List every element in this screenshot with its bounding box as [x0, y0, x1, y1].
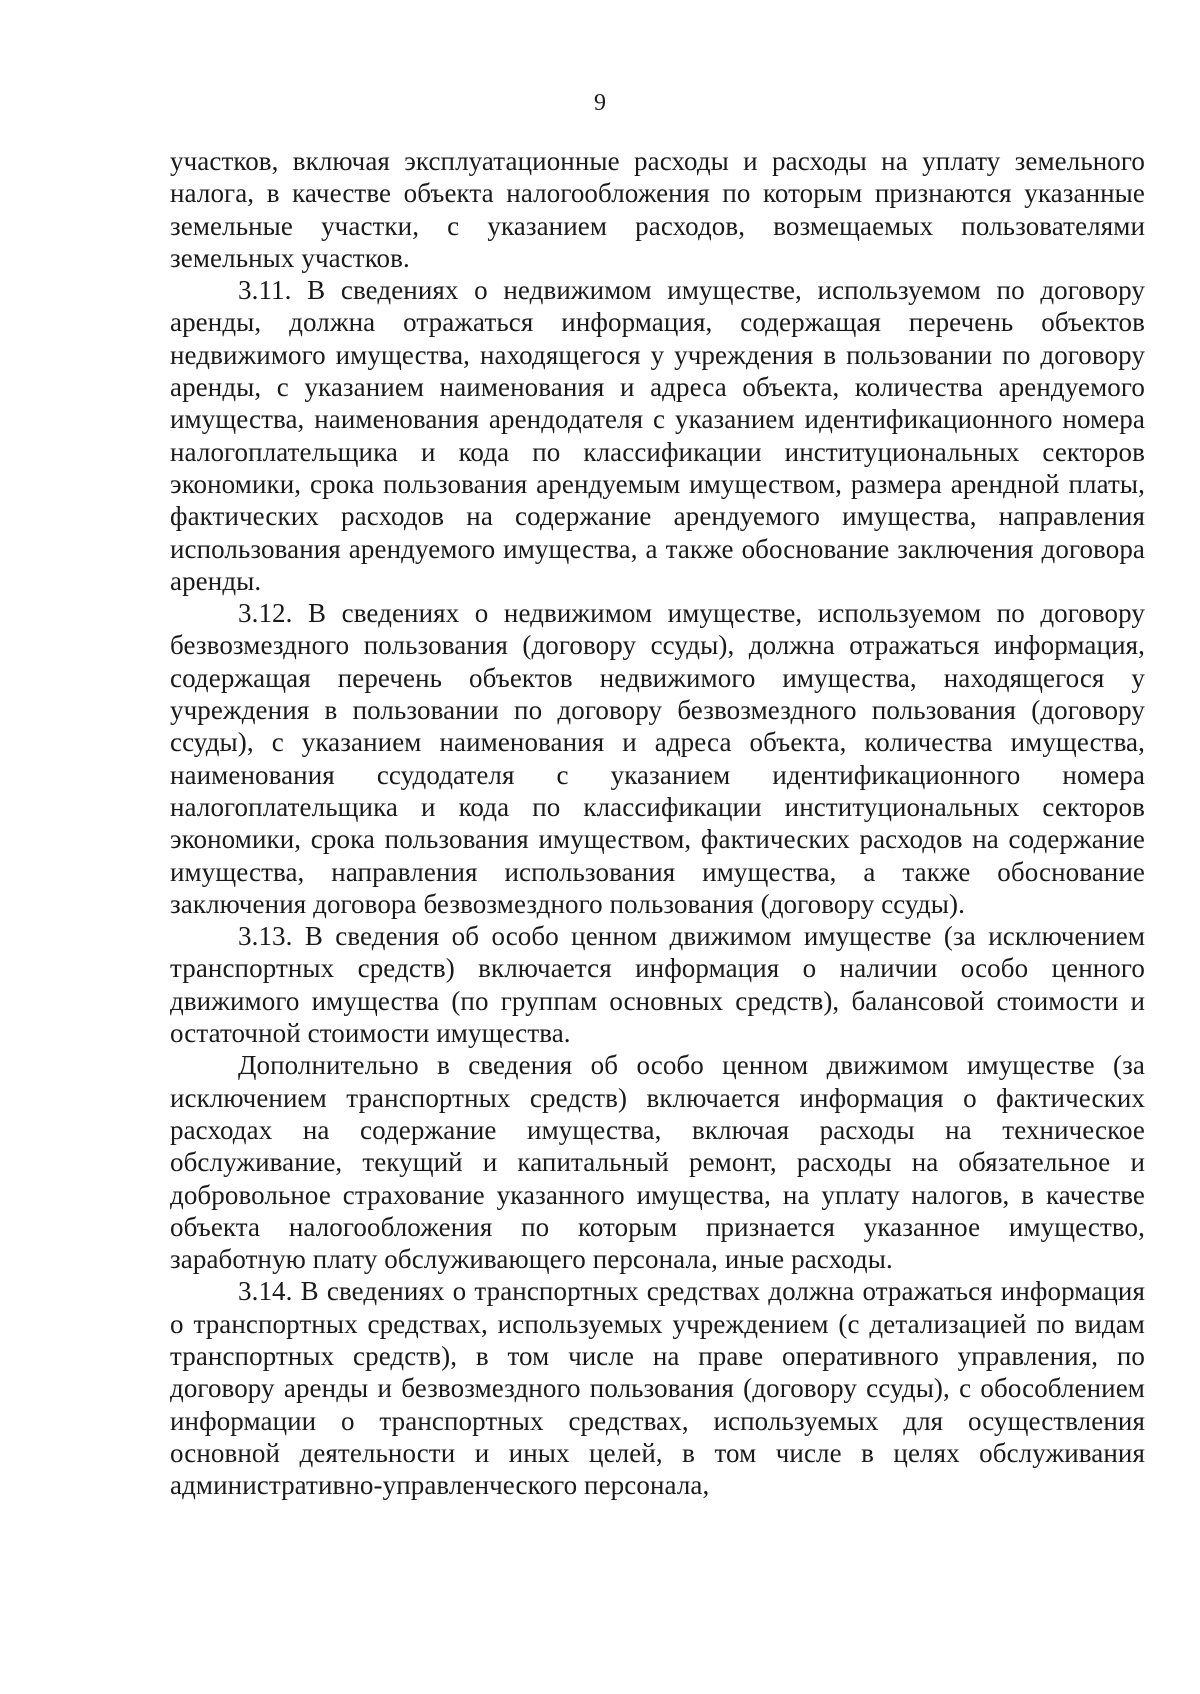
paragraph-3-14: 3.14. В сведениях о транспортных средствах должна отражаться информация о транспортных средствах, используемых учреждением (с детализацией по видам транспортных средств), в том числе на праве оперативного управления, по договору аренды и безвозмездного пользования (договору ссуды), с обособлением информации о транспортных средствах, используемых для осуществления основной деятельности и иных целей, в том числе в целях обслуживания административно-управленческого персонала,	[170, 1276, 1145, 1501]
paragraph-3-11: 3.11. В сведениях о недвижимом имуществе, используемом по договору аренды, должна отражаться информация, содержащая перечень объектов недвижимого имущества, находящегося у учреждения в пользовании по договору аренды, с указанием наименования и адреса объекта, количества арендуемого имущества, наименования арендодателя с указанием идентификационного номера налогоплательщика и кода по классификации институциональных секторов экономики, срока пользования арендуемым имуществом, размера арендной платы, фактических расходов на содержание арендуемого имущества, направления использования арендуемого имущества, а также обоснование заключения договора аренды.	[170, 275, 1145, 596]
paragraph-3-12: 3.12. В сведениях о недвижимом имуществе, используемом по договору безвозмездного пользования (договору ссуды), должна отражаться информация, содержащая перечень объектов недвижимого имущества, находящегося у учреждения в пользовании по договору безвозмездного пользования (договору ссуды), с указанием наименования и адреса объекта, количества имущества, наименования ссудодателя с указанием идентификационного номера налогоплательщика и кода по классификации институциональных секторов экономики, срока пользования имуществом, фактических расходов на содержание имущества, направления использования имущества, а также обоснование заключения договора безвозмездного пользования (договору ссуды).	[170, 598, 1145, 919]
paragraph-continuation: участков, включая эксплуатационные расходы и расходы на уплату земельного налога, в качестве объекта налогообложения по которым признаются указанные земельные участки, с указанием расходов, возмещаемых пользователями земельных участков.	[170, 146, 1145, 273]
document-body	[170, 145, 1145, 1501]
paragraph-3-13: 3.13. В сведения об особо ценном движимом имуществе (за исключением транспортных средств) включается информация о наличии особо ценного движимого имущества (по группам основных средств), балансовой стоимости и остаточной стоимости имущества.	[170, 921, 1145, 1049]
page-number: 9	[594, 90, 606, 116]
paragraph-3-13-additional: Дополнительно в сведения об особо ценном движимом имуществе (за исключением транспортных средств) включается информация о фактических расходах на содержание имущества, включая расходы на техническое обслуживание, текущий и капитальный ремонт, расходы на обязательное и добровольное страхование указанного имущества, на уплату налогов, в качестве объекта налогообложения по которым признается указанное имущество, заработную плату обслуживающего персонала, иные расходы.	[170, 1050, 1145, 1275]
